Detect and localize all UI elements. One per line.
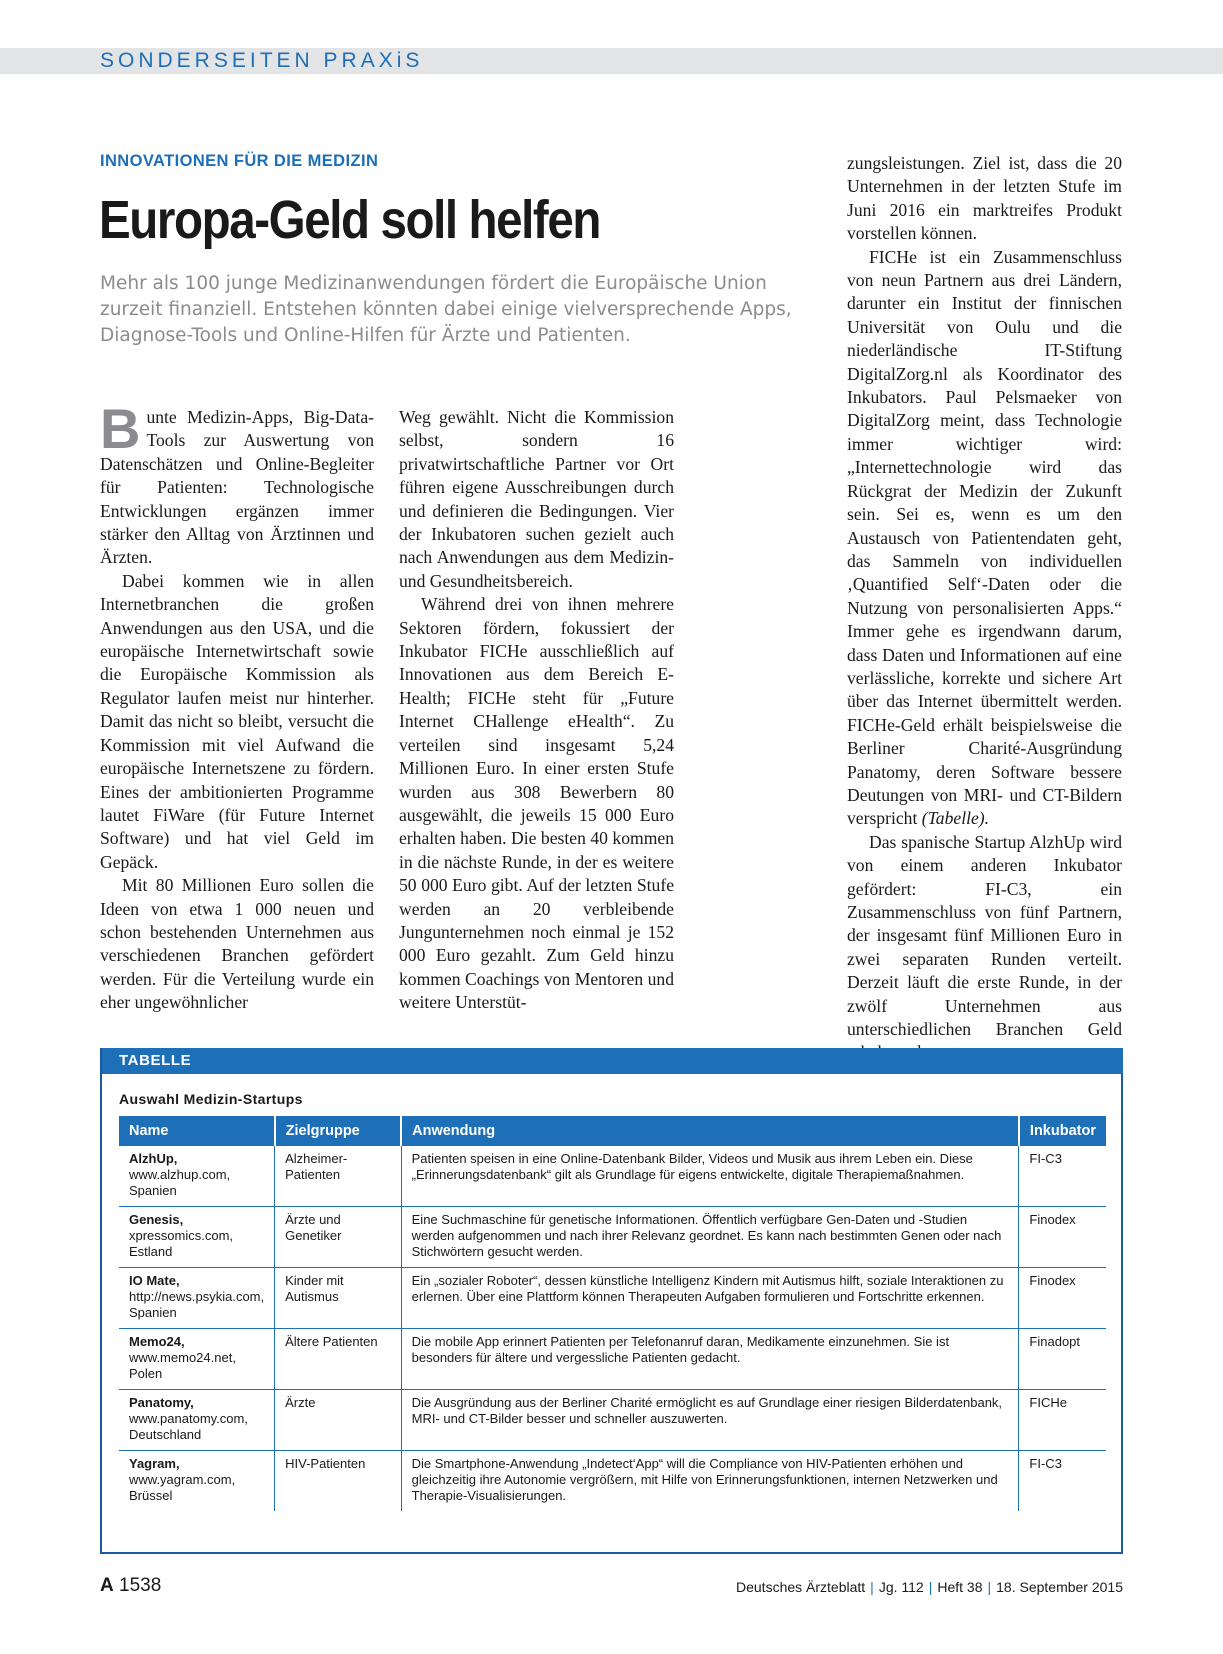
incubator-cell: FI-C3	[1019, 1146, 1106, 1207]
target-group-cell: Ärzte und Genetiker	[275, 1207, 402, 1268]
application-cell: Ein „sozialer Roboter“, dessen künstliche Intelligenz Kindern mit Autismus hilft, soziale Interaktionen zu erlernen. Über eine Plattform können Therapeuten Aufgaben formulieren und Fortschritte erkennen.	[401, 1268, 1019, 1329]
table-row	[119, 1451, 1106, 1512]
drop-cap: B	[100, 397, 141, 460]
incubator-cell: Finodex	[1019, 1207, 1106, 1268]
startup-table	[119, 1116, 1106, 1511]
paragraph: zungsleistungen. Ziel ist, dass die 20 Unternehmen in der letzten Stufe im Juni 2016 ein marktreifes Produkt vorstellen können.	[847, 153, 1122, 244]
target-group-cell: Ärzte	[275, 1390, 402, 1451]
table-row	[119, 1207, 1106, 1268]
startup-name-cell: Panatomy, www.panatomy.com, Deutschland	[119, 1390, 275, 1451]
application-cell: Eine Suchmaschine für genetische Informationen. Öffentlich verfügbare Gen-Daten und -Studien werden aufgenommen und nach ihrer Relevanz geordnet. Es kann nach bestimmten Genen oder nach Stichwörtern gesucht werden.	[401, 1207, 1019, 1268]
body-column-3	[847, 152, 1122, 1065]
target-group-cell: Kinder mit Autismus	[275, 1268, 402, 1329]
startup-table-box	[100, 1048, 1123, 1554]
paragraph: Bunte Medizin-Apps, Big-Data-Tools zur Auswertung von Datenschätzen und Online-Begleiter für Patienten: Technologische Entwicklungen ergänzen immer stärker den Alltag von Ärztinnen und Ärzten.	[100, 397, 374, 568]
application-cell: Patienten speisen in eine Online-Datenbank Bilder, Videos und Musik aus ihrem Leben ein. Diese „Erinnerungsdatenbank“ gilt als Grundlage für eigens entwickelte, digitale Therapiemaßnahmen.	[401, 1146, 1019, 1207]
table-title: Auswahl Medizin-Startups	[119, 1091, 303, 1107]
paragraph: Dabei kommen wie in allen Internetbranchen die großen Anwendungen aus den USA, und die europäische Internetwirtschaft sowie die Europäische Kommission als Regulator laufen meist nur hinterher. Damit das nicht so bleibt, versucht die Kommission mit viel Aufwand die europäische Internetszene zu fördern. Eines der ambitionierten Programme lautet FiWare (für Future Internet Software) und hat viel Geld im Gepäck.	[100, 570, 374, 872]
journal-date: 18. September 2015	[996, 1579, 1123, 1595]
incubator-cell: Finadopt	[1019, 1329, 1106, 1390]
body-column-1	[100, 397, 374, 1015]
journal-name: Deutsches Ärzteblatt	[736, 1579, 866, 1595]
column-header-name: Name	[119, 1116, 275, 1146]
target-group-cell: HIV-Patienten	[275, 1451, 402, 1512]
application-cell: Die Smartphone-Anwendung „Indetect‘App“ will die Compliance von HIV-Patienten erhöhen und gleichzeitig ihre Autonomie vergrößern, mit Hilfe von Erinnerungsfunktionen, internen Netzwerken und Therapie-Visualisierungen.	[401, 1451, 1019, 1512]
journal-issue: Heft 38	[937, 1579, 983, 1595]
table-row	[119, 1329, 1106, 1390]
paragraph: Während drei von ihnen mehrere Sektoren fördern, fokussiert der Inkubator FICHe ausschließlich auf Innovationen aus dem Bereich E-Health; FICHe steht für „Future Internet CHallenge eHealth“. Zu verteilen sind insgesamt 5,24 Millionen Euro. In einer ersten Stufe wurden aus 308 Bewerbern 80 ausgewählt, die jeweils 15 000 Euro erhalten haben. Die besten 40 kommen in die nächste Runde, in der es weitere 50 000 Euro gibt. Auf der letzten Stufe werden an 20 verbleibende Jungunternehmen noch einmal je 152 000 Euro gezahlt. Zum Geld hinzu kommen Coachings von Mentoren und weitere Unterstüt-	[399, 594, 674, 1013]
journal-volume: Jg. 112	[878, 1579, 924, 1595]
column-header-zielgruppe: Zielgruppe	[275, 1116, 402, 1146]
column-header-anwendung: Anwendung	[401, 1116, 1019, 1146]
article-kicker: INNOVATIONEN FÜR DIE MEDIZIN	[100, 152, 379, 170]
application-cell: Die Ausgründung aus der Berliner Charité ermöglicht es auf Grundlage einer riesigen Bilderdatenbank, MRI- und CT-Bilder besser und schneller auszuwerten.	[401, 1390, 1019, 1451]
incubator-cell: FICHe	[1019, 1390, 1106, 1451]
column-header-inkubator: Inkubator	[1019, 1116, 1106, 1146]
paragraph: Das spanische Startup AlzhUp wird von einem anderen Inkubator gefördert: FI-C3, ein Zusammenschluss von fünf Partnern, der insgesamt fünf Millionen Euro in zwei separaten Runden verteilt. Derzeit läuft die erste Runde, in der zwölf Unternehmen aus unterschiedlichen Branchen Geld	[847, 831, 1122, 1040]
incubator-cell: Finodex	[1019, 1268, 1106, 1329]
paragraph: FICHe ist ein Zusammenschluss von neun Partnern aus drei Ländern, darunter ein Institut der finnischen Universität von Oulu und die niederländische IT-Stiftung DigitalZorg.nl als Koordinator des Inkubators. Paul Pelsmaeker von DigitalZorg meint, dass Technologie immer wichtiger wird: „Internettechnologie wird das Rückgrat der Medizin der Zukunft sein. Sei es, wenn es um den Austausch von Patientendaten geht, das Sammeln von individuellen ‚Quantified Self‘-Daten oder die Nutzung von personalisierten Apps.“ Immer gehe es irgendwann darum, dass Daten und Informationen auf eine verlässliche, korrekte und sichere Art über das Internet übermittelt werden. FICHe-Geld erhält beispielsweise die Berliner Charité-Ausgründung Panatomy, deren Software bessere Deutungen von MRI- und CT-Bildern verspricht (Tabelle).	[847, 246, 1122, 829]
body-column-2	[399, 406, 674, 1015]
application-cell: Die mobile App erinnert Patienten per Telefonanruf daran, Medikamente einzunehmen. Sie ist besonders für ältere und vergessliche Patienten gedacht.	[401, 1329, 1019, 1390]
article-lead: Mehr als 100 junge Medizinanwendungen fördert die Europäische Union zurzeit finanziell. Entstehen könnten dabei einige vielversprechende Apps, Diagnose-Tools und Online-Hilfen für Ärzte und Patienten.	[100, 273, 792, 346]
table-label-bar	[102, 1048, 1123, 1074]
table-row	[119, 1146, 1106, 1207]
target-group-cell: Alzheimer-Patienten	[275, 1146, 402, 1207]
table-label: TABELLE	[119, 1052, 192, 1069]
section-header-bar	[0, 48, 1223, 74]
page-number: A 1538	[100, 1575, 162, 1596]
startup-name-cell: Yagram, www.yagram.com, Brüssel	[119, 1451, 275, 1512]
paragraph: Weg gewählt. Nicht die Kommission selbst, sondern 16 privatwirtschaftliche Partner vor Ort führen eigene Ausschreibungen durch und definieren die Bedingungen. Vier der Inkubatoren suchen gezielt auch nach Anwendungen aus dem Medizin- und Gesundheitsbereich.	[399, 407, 674, 591]
table-row	[119, 1268, 1106, 1329]
startup-name-cell: IO Mate, http://news.psykia.com, Spanien	[119, 1268, 275, 1329]
section-label: SONDERSEITEN PRAXiS	[100, 49, 424, 72]
startup-name-cell: Memo24, www.memo24.net, Polen	[119, 1329, 275, 1390]
journal-footer: Deutsches Ärzteblatt | Jg. 112 | Heft 38 | 18. September 2015	[736, 1579, 1123, 1595]
incubator-cell: FI-C3	[1029, 1456, 1062, 1471]
article-headline: Europa-Geld soll helfen	[99, 190, 600, 250]
target-group-cell: Ältere Patienten	[275, 1329, 402, 1390]
table-reference: (Tabelle).	[921, 808, 990, 829]
startup-name-cell: Genesis, xpressomics.com, Estland	[119, 1207, 275, 1268]
table-row	[119, 1390, 1106, 1451]
paragraph: Mit 80 Millionen Euro sollen die Ideen von etwa 1 000 neuen und schon bestehenden Unternehmen aus verschiedenen Branchen gefördert werden. Für die Verteilung wurde ein eher ungewöhnlicher	[100, 875, 374, 1013]
startup-name-cell: AlzhUp, www.alzhup.com, Spanien	[119, 1146, 275, 1207]
